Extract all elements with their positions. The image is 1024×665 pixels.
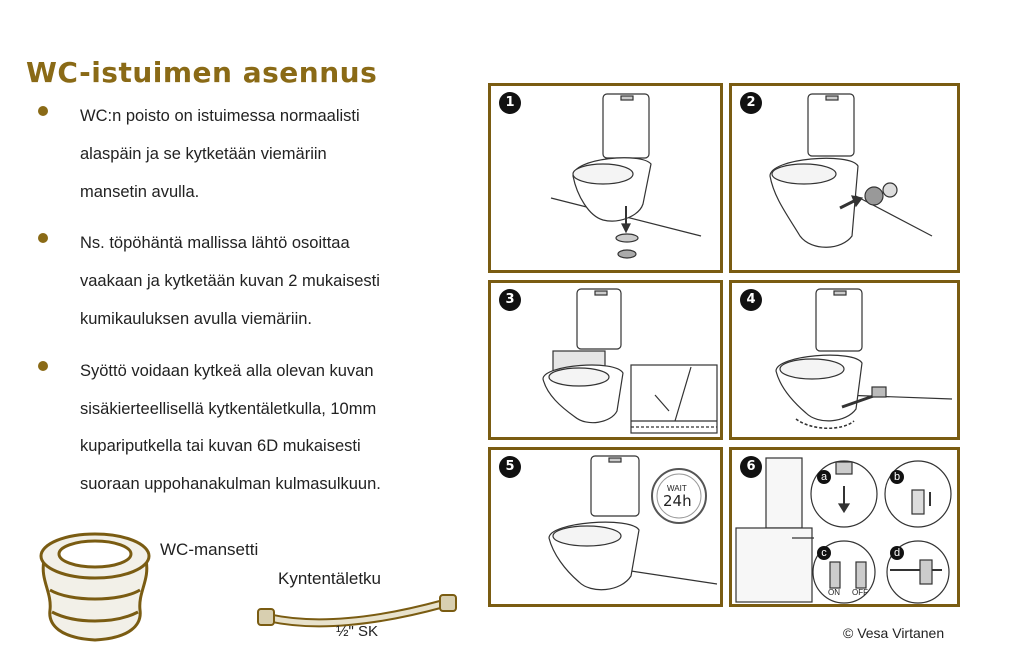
bullet-line: Syöttö voidaan kytkeä alla olevan kuvan — [80, 361, 374, 380]
bullet-line: kupariputkella tai kuvan 6D mukaisesti — [80, 437, 361, 456]
water-supply-connection-drawing — [732, 450, 957, 604]
toilet-curing-drawing — [491, 450, 720, 604]
hose-label: Kyntentäletku — [278, 569, 382, 588]
step-number: 1 — [499, 92, 521, 114]
off-label: OFF — [852, 588, 868, 597]
hose-size-label: ½" SK — [336, 623, 379, 640]
step-number: 4 — [740, 289, 762, 311]
toilet-mounting-detail-drawing — [491, 283, 720, 437]
bullet-line: WC:n poisto on istuimessa normaalisti — [80, 107, 360, 125]
toilet-rubber-collar-drawing — [732, 86, 957, 270]
sub-step-a: a — [817, 470, 831, 484]
wc-mansetti-illustration — [30, 520, 160, 650]
page-title: WC-istuimen asennus — [26, 56, 378, 89]
step-number: 2 — [740, 92, 762, 114]
bullet-line: sisäkierteellisellä kytkentäletkulla, 10mm — [80, 399, 377, 418]
toilet-silicone-seal-drawing — [732, 283, 957, 437]
list-item — [34, 98, 484, 211]
sub-step-d: d — [890, 546, 904, 560]
step-number: 3 — [499, 289, 521, 311]
toilet-floor-drain-drawing — [491, 86, 720, 270]
on-label: ON — [828, 588, 840, 597]
step-panel-4 — [729, 280, 960, 440]
step-panel-6 — [729, 447, 960, 607]
list-item — [34, 225, 484, 338]
wait-label: WAIT — [667, 484, 687, 493]
sub-step-b: b — [890, 470, 904, 484]
step-panel-2 — [729, 83, 960, 273]
bullet-line: mansetin avulla. — [80, 182, 200, 201]
bullet-dot — [38, 233, 48, 243]
step-panel-5 — [488, 447, 723, 607]
list-item — [34, 353, 484, 504]
mansetti-label: WC-mansetti — [160, 540, 259, 559]
bullet-line: kumikauluksen avulla viemäriin. — [80, 309, 313, 328]
bullet-dot — [38, 361, 48, 371]
step-panel-3 — [488, 280, 723, 440]
sub-step-c: c — [817, 546, 831, 560]
step-number: 6 — [740, 456, 762, 478]
step-number: 5 — [499, 456, 521, 478]
bullet-dot — [38, 106, 48, 116]
step-panel-1 — [488, 83, 723, 273]
bullet-line: Ns. töpöhäntä mallissa lähtö osoittaa — [80, 234, 350, 253]
bullet-line: alaspäin ja se kytketään viemäriin — [80, 144, 327, 163]
instruction-list — [34, 98, 484, 518]
copyright-credit: © Vesa Virtanen — [843, 625, 945, 641]
bullet-line: vaakaan ja kytketään kuvan 2 mukaisesti — [80, 272, 380, 291]
wait-time: 24h — [663, 492, 692, 510]
bullet-line: suoraan uppohanakulman kulmasulkuun. — [80, 475, 381, 494]
